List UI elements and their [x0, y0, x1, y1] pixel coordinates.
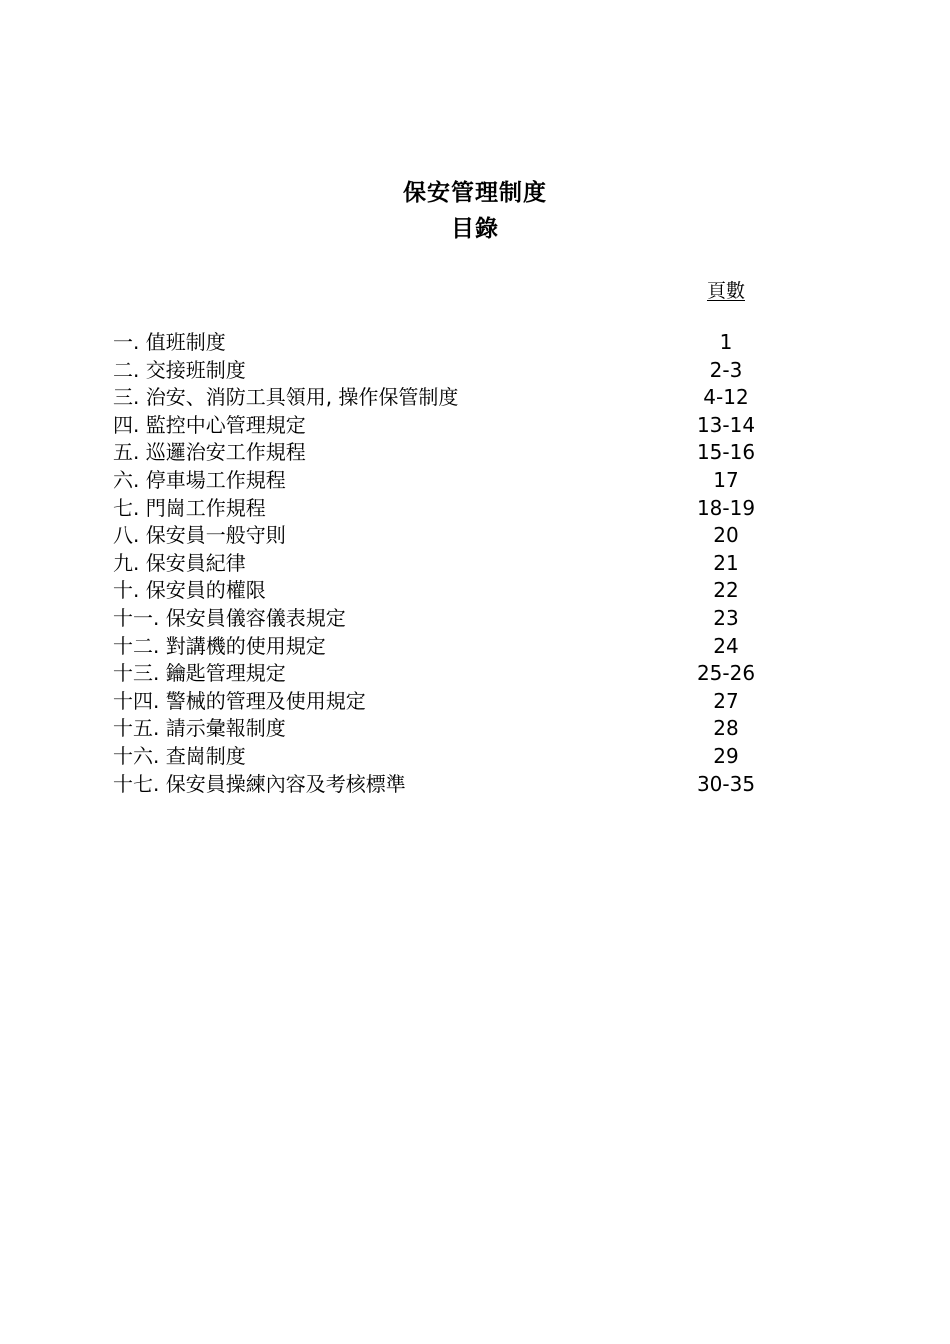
toc-entry-title: 十六. 查崗制度: [113, 743, 246, 768]
toc-entry-pages: 13-14: [696, 412, 756, 437]
toc-entry-pages: 17: [713, 467, 739, 492]
toc-entry-title: 六. 停車場工作規程: [113, 467, 286, 492]
toc-entry-title: 三. 治安、消防工具領用, 操作保管制度: [113, 385, 459, 410]
toc-entry-title: 十五. 請示彙報制度: [113, 716, 286, 741]
toc-entry-title: 九. 保安員紀律: [113, 550, 246, 575]
toc-entry: [113, 467, 793, 495]
toc-entry: [113, 522, 793, 550]
table-of-contents-list: [113, 329, 793, 798]
toc-entry: [113, 605, 793, 633]
toc-entry-title: 七. 門崗工作規程: [113, 495, 266, 520]
toc-entry: [113, 357, 793, 385]
toc-entry: [113, 384, 793, 412]
toc-entry: [113, 715, 793, 743]
toc-entry: [113, 771, 793, 799]
toc-entry: [113, 688, 793, 716]
toc-entry-pages: 30-35: [696, 771, 756, 796]
toc-entry-pages: 21: [713, 550, 739, 575]
toc-entry-pages: 1: [719, 330, 733, 354]
toc-entry-title: 十三. 鑰匙管理規定: [113, 661, 286, 686]
toc-entry-title: 五. 巡邏治安工作規程: [113, 440, 306, 465]
toc-entry-pages: 24: [713, 633, 739, 658]
toc-entry: [113, 633, 793, 661]
toc-entry: [113, 743, 793, 771]
toc-entry-pages: 22: [713, 578, 739, 603]
toc-entry-title: 十四. 警械的管理及使用規定: [113, 688, 366, 713]
document-title: 保安管理制度: [403, 180, 547, 206]
toc-entry-pages: 25-26: [696, 661, 756, 686]
toc-entry-title: 十二. 對講機的使用規定: [113, 633, 326, 658]
toc-entry: [113, 412, 793, 440]
toc-entry-pages: 2-3: [709, 357, 743, 382]
toc-entry-title: 十一. 保安員儀容儀表規定: [113, 605, 346, 630]
toc-entry: [113, 660, 793, 688]
toc-entry-pages: 23: [713, 605, 739, 630]
toc-entry-title: 一. 值班制度: [113, 330, 226, 354]
toc-entry: [113, 495, 793, 523]
toc-entry-title: 八. 保安員一般守則: [113, 523, 286, 548]
toc-entry: [113, 550, 793, 578]
toc-entry: [113, 439, 793, 467]
toc-entry-pages: 28: [713, 716, 739, 741]
toc-entry-pages: 18-19: [696, 495, 756, 520]
toc-entry: [113, 329, 793, 357]
toc-entry-title: 四. 監控中心管理規定: [113, 412, 306, 437]
table-of-contents-heading: 目錄: [451, 216, 499, 242]
toc-entry-pages: 15-16: [696, 440, 756, 465]
toc-entry-pages: 29: [713, 743, 739, 768]
toc-entry-pages: 20: [713, 523, 739, 548]
toc-entry: [113, 577, 793, 605]
toc-entry-title: 十七. 保安員操練內容及考核標準: [113, 771, 406, 796]
page-number-column-header: 頁數: [706, 280, 745, 302]
toc-entry-pages: 4-12: [703, 385, 749, 410]
toc-entry-title: 二. 交接班制度: [113, 357, 246, 382]
toc-entry-title: 十. 保安員的權限: [113, 578, 266, 603]
toc-entry-pages: 27: [713, 688, 739, 713]
